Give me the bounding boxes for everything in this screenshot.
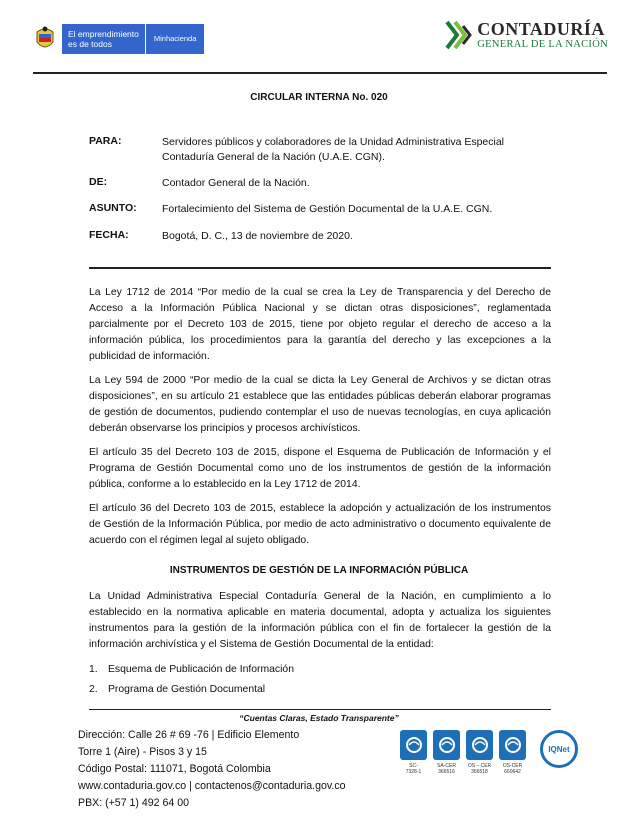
icontec-seal-icon — [400, 730, 427, 760]
document-title: CIRCULAR INTERNA No. 020 — [250, 92, 388, 103]
header-divider — [33, 72, 607, 74]
paragraph-3: El artículo 35 del Decreto 103 de 2015, dispone el Esquema de Publicación de Información y el Programa de Gestión Documental como uno de los instrumentos de gestión de la información pública, conforme a lo establecido en la Ley 1712 de 2014. — [89, 447, 551, 490]
cgn-mark-icon — [443, 18, 473, 52]
meta-para-label: PARA: — [89, 135, 122, 147]
list-item — [89, 664, 294, 684]
cert-badge — [466, 730, 493, 775]
meta-asunto-value: Fortalecimiento del Sistema de Gestión Documental de la U.A.E. CGN. — [162, 203, 493, 215]
icontec-seal-icon — [499, 730, 526, 760]
gov-slogan-line1: El emprendimiento — [68, 29, 139, 39]
list-item — [89, 684, 294, 704]
cert-badge — [433, 730, 460, 775]
list-item-text: Esquema de Publicación de Información — [108, 664, 294, 675]
cgn-subtitle: GENERAL DE LA NACIÓN — [477, 38, 608, 50]
footer-motto: “Cuentas Claras, Estado Transparente” — [239, 713, 399, 723]
cert-code-2: 366516 — [438, 769, 455, 775]
paragraph-2: La Ley 594 de 2000 “Por medio de la cual se dicta la Ley General de Archivos y se dictan otras disposiciones”, en su artículo 21 establece que las entidades públicas deberán elaborar programas de gestión de documentos, pudiendo contemplar el uso de nuevas tecnologías, en cuya aplicación deberán observarse los principios y procesos archivísticos. — [89, 375, 551, 434]
paragraph-5: La Unidad Administrativa Especial Contaduría General de la Nación, en cumplimiento a lo establecido en la normativa aplicable en materia documental, adopta y actualiza los siguientes instrumentos para la gestión de la información pública con el fin de fortalecer la gestión de la información archivística y el Sistema de Gestión Documental de la entidad: — [89, 591, 551, 650]
list-item-number: 2. — [89, 684, 98, 695]
meta-de-label: DE: — [89, 176, 108, 188]
paragraph-4: El artículo 36 del Decreto 103 de 2015, establece la adopción y actualización de los instrumentos de Gestión de la Información Pública, por medio de acto administrativo o documento equivalente de acuerdo con el régimen legal al sujeto obligado. — [89, 503, 551, 546]
gov-slogan-line2: es de todos — [68, 39, 112, 49]
list-item-number: 1. — [89, 664, 98, 675]
meta-asunto-label: ASUNTO: — [89, 202, 137, 214]
phone-line: PBX: (+57 1) 492 64 00 — [78, 797, 190, 809]
list-item-text: Programa de Gestión Documental — [108, 684, 266, 695]
meta-divider — [89, 267, 551, 269]
cert-code-1: SA-CER — [437, 763, 456, 769]
coat-of-arms-icon — [34, 24, 56, 54]
cert-code-2: 366518 — [471, 769, 488, 775]
cert-code-2: 660642 — [504, 769, 521, 775]
icontec-seal-icon — [433, 730, 460, 760]
meta-para — [89, 135, 547, 165]
postal-line: Código Postal: 111071, Bogotá Colombia — [78, 763, 271, 775]
contact-block — [78, 727, 346, 812]
instruments-list — [89, 664, 294, 704]
paragraph-1: La Ley 1712 de 2014 “Por medio de la cual se crea la Ley de Transparencia y del Derecho de Acceso a la Información Pública Nacional y se dictan otras disposiciones”, reglamentada parcialmente por el Decreto 103 de 2015, tiene por objeto regular el derecho de acceso a la información pública, los procedimientos para la garantía del derecho y las excepciones a la publicidad de información. — [89, 287, 551, 362]
meta-de-value: Contador General de la Nación. — [162, 177, 310, 189]
cert-code-2: 7328-1 — [405, 769, 422, 775]
meta-de — [89, 176, 547, 191]
meta-fecha — [89, 229, 547, 244]
cert-badge — [400, 730, 427, 775]
cert-badge — [499, 730, 526, 775]
meta-asunto — [89, 202, 547, 217]
cert-code-1: OS – CER — [467, 763, 492, 769]
meta-para-value: Servidores públicos y colaboradores de la Unidad Administrativa Especial Contaduría General de la Nación (U.A.E. CGN). — [162, 136, 505, 163]
cgn-logo — [443, 18, 608, 52]
address-line: Dirección: Calle 26 # 69 -76 | Edificio Elemento — [78, 729, 300, 741]
iqnet-seal-icon — [540, 730, 578, 768]
meta-fecha-value: Bogotá, D. C., 13 de noviembre de 2020. — [162, 230, 353, 242]
tower-line: Torre 1 (Aire) - Pisos 3 y 15 — [78, 746, 207, 758]
gov-slogan — [62, 24, 145, 54]
cert-code-1: OS-CER — [502, 763, 523, 769]
meta-fecha-label: FECHA: — [89, 229, 129, 241]
certification-badges — [400, 730, 526, 775]
footer-divider — [89, 709, 551, 710]
web-email-line: www.contaduria.gov.co | contactenos@contaduria.gov.co — [78, 780, 346, 792]
iqnet-label: IQNet — [548, 744, 570, 754]
icontec-seal-icon — [466, 730, 493, 760]
section-heading: INSTRUMENTOS DE GESTIÓN DE LA INFORMACIÓN PÚBLICA — [169, 565, 469, 576]
ministry-label: Minhacienda — [145, 24, 205, 54]
gov-logo — [34, 24, 204, 54]
cgn-name: CONTADURÍA — [477, 18, 605, 39]
cert-code-1: SC- — [409, 763, 418, 769]
